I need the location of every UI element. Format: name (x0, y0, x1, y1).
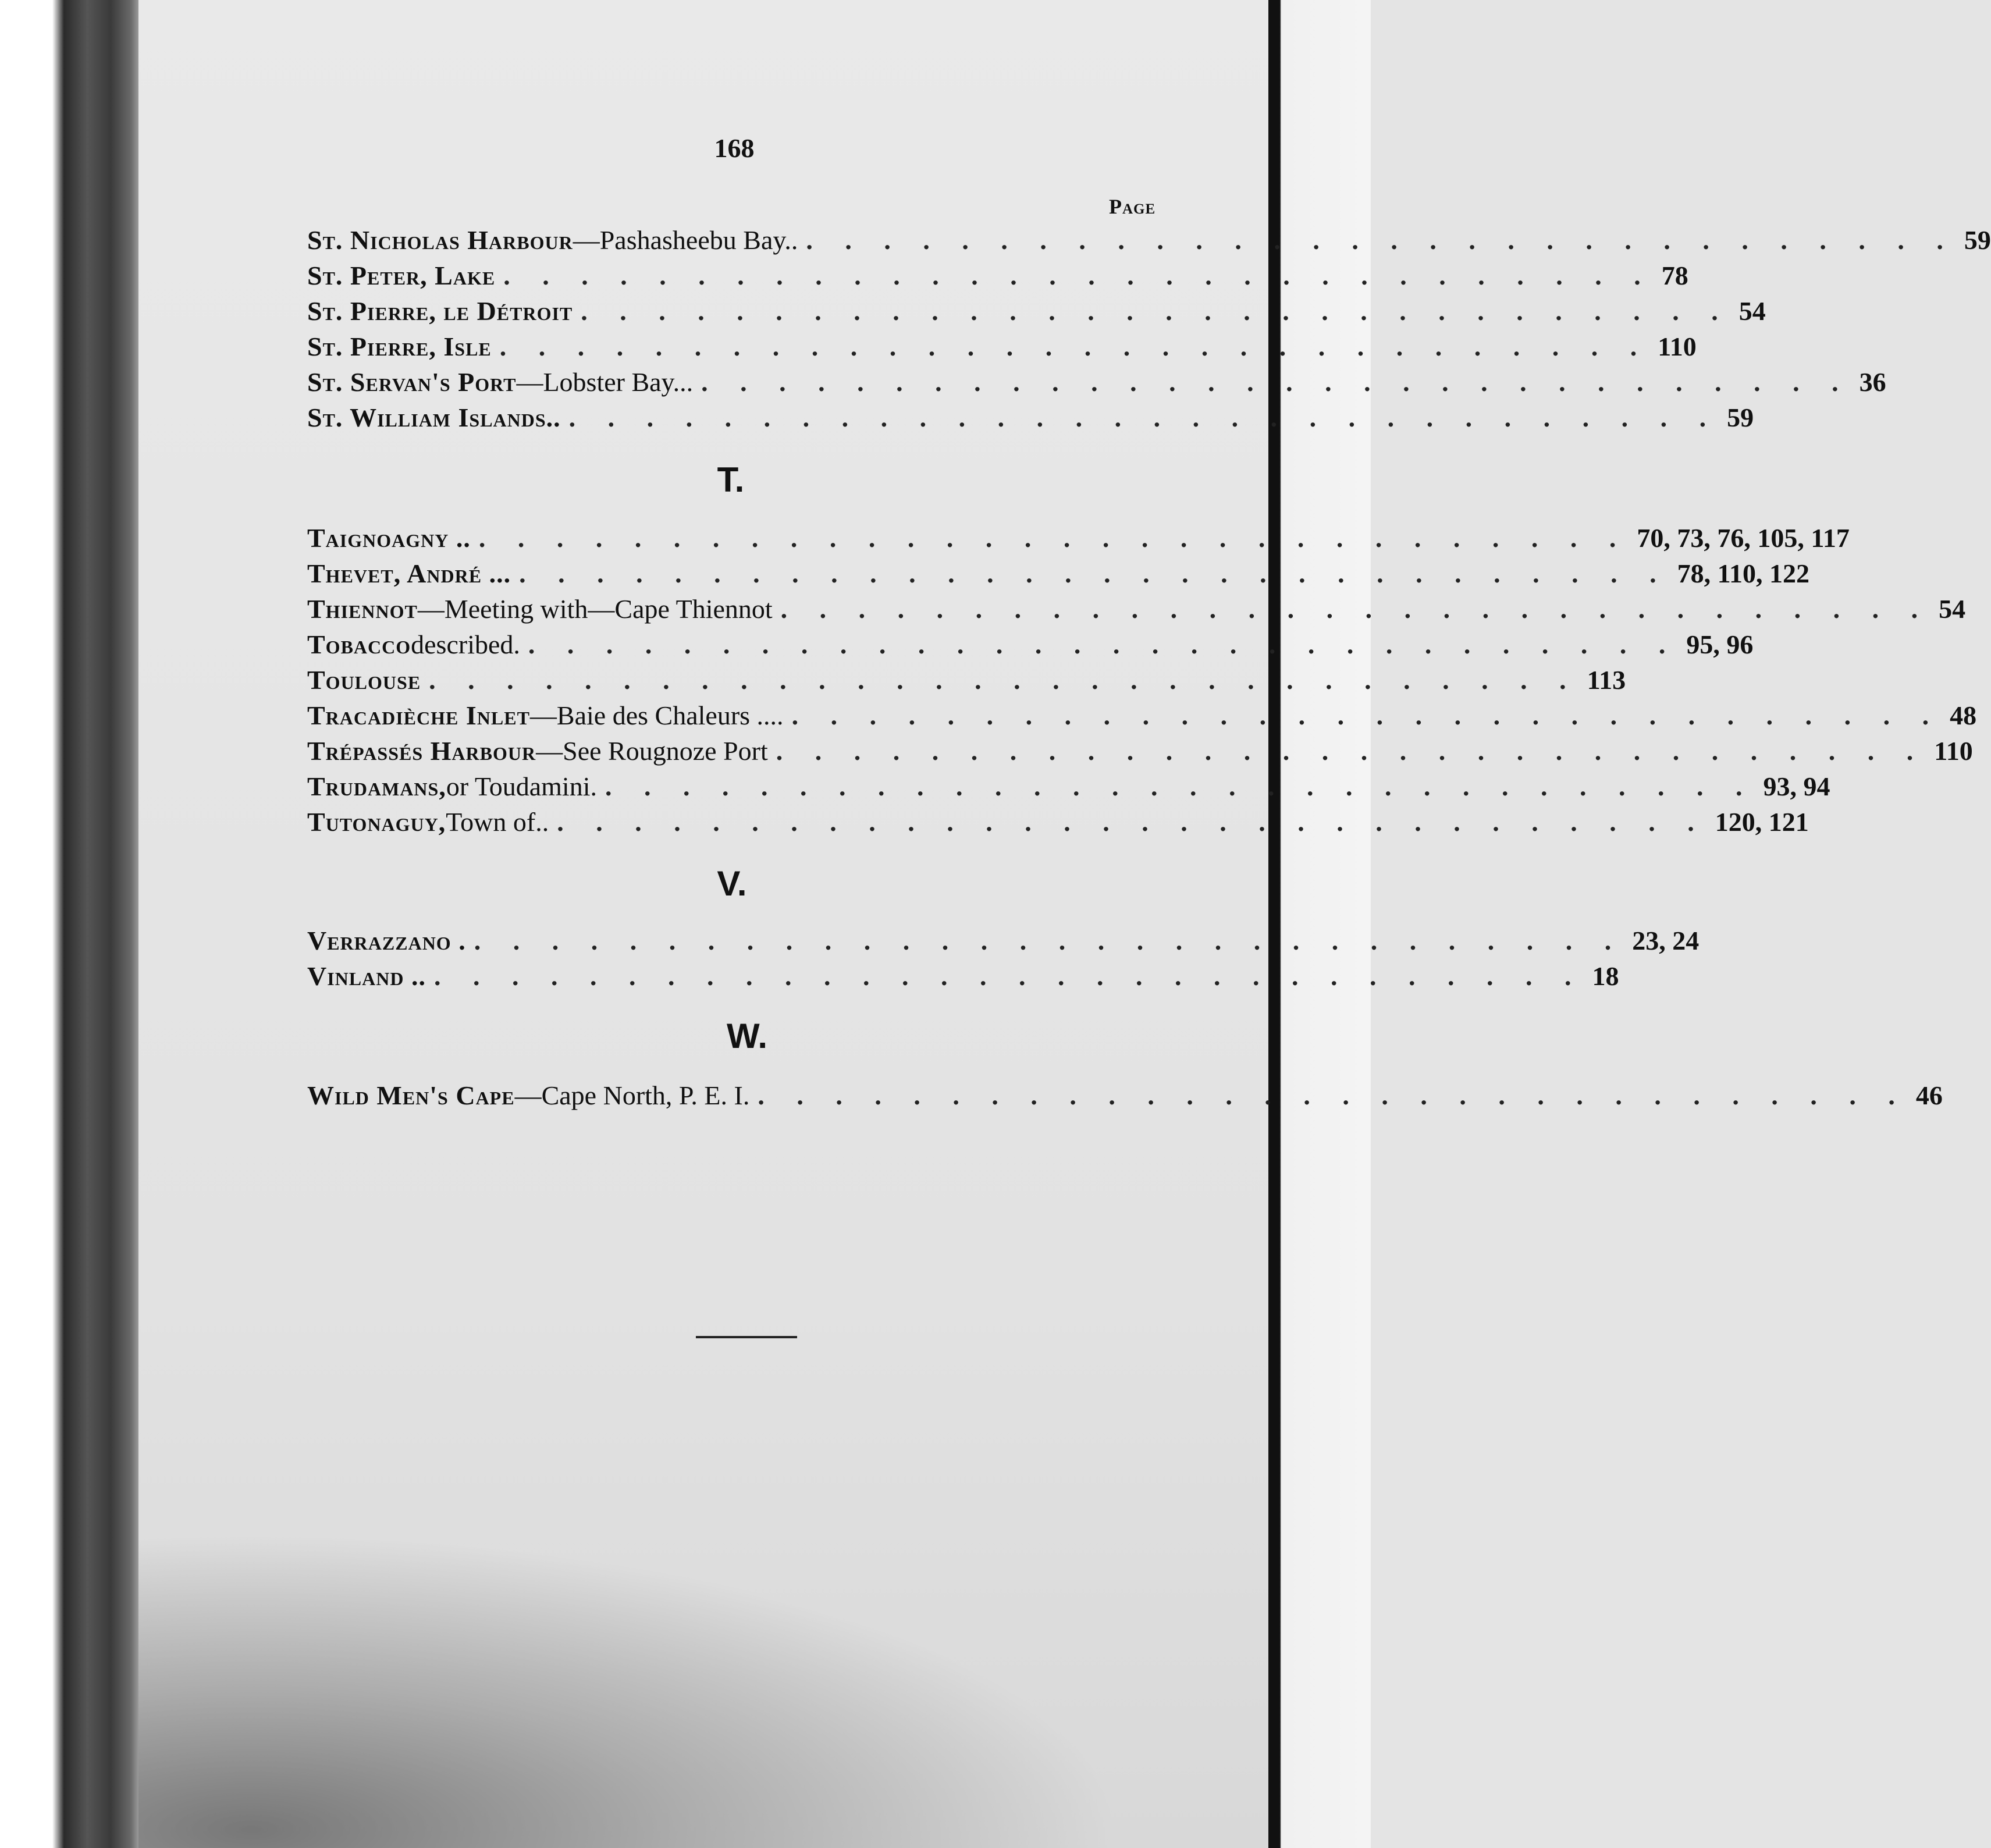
section-letter-v: V. (717, 864, 747, 903)
index-entry (307, 961, 1619, 993)
book-binding-edge (0, 0, 138, 1848)
entry-title: Trépassés Harbour (307, 736, 536, 766)
entry-description: or Toudamini. (446, 772, 597, 801)
entry-pages: 46 (1915, 1081, 1943, 1110)
entry-pages: 120, 121 (1715, 807, 1809, 837)
index-entry (307, 925, 1700, 958)
entry-description: —See Rougnoze Port (536, 736, 768, 766)
dot-leader: . . . . . . . . . . . . . . . . . . . . . . . . . . . . . . (503, 261, 1654, 290)
dot-leader: . . . . . . . . . . . . . . . . . . . . . . . . . . . . . . (519, 559, 1669, 588)
entry-description: —Baie des Chaleurs .... (529, 701, 784, 730)
entry-title: Tutonaguy, (307, 807, 446, 837)
entry-pages: 18 (1592, 961, 1619, 991)
entry-title: St. Nicholas Harbour (307, 225, 573, 255)
entry-title: Tobacco (307, 630, 411, 659)
index-entry (307, 523, 1850, 555)
entry-description: —Meeting with—Cape Thiennot (417, 594, 773, 624)
entry-pages: 54 (1939, 594, 1966, 624)
index-entry (307, 735, 1973, 768)
entry-description: —Cape North, P. E. I. (514, 1081, 750, 1110)
dot-leader: . . . . . . . . . . . . . . . . . . . . . . . . . . . . . . (557, 807, 1707, 837)
entry-pages: 93, 94 (1763, 772, 1830, 801)
entry-description: —Lobster Bay... (516, 367, 694, 397)
dot-leader: . . . . . . . . . . . . . . . . . . . . . . . . . . . . . . (499, 332, 1650, 361)
entry-title: Verrazzano . (307, 926, 466, 955)
entry-pages: 36 (1859, 367, 1886, 397)
entry-title: Trudamans, (307, 772, 446, 801)
page-column-label: Page (1109, 195, 1156, 218)
entry-pages: 54 (1738, 296, 1766, 326)
end-rule (696, 1336, 797, 1338)
dot-leader: . . . . . . . . . . . . . . . . . . . . . . . . . . . . . . (791, 701, 1942, 730)
entry-description: described. (411, 630, 520, 659)
dot-leader: . . . . . . . . . . . . . . . . . . . . . . . . . . . . . . (605, 772, 1755, 801)
index-entry (307, 1080, 1943, 1113)
section-letter-w: W. (727, 1017, 767, 1056)
entry-pages: 113 (1587, 665, 1626, 695)
dot-leader: . . . . . . . . . . . . . . . . . . . . . . . . . . . . . . (528, 630, 1679, 659)
entry-title: Taignoagny .. (307, 523, 471, 553)
entry-pages: 23, 24 (1632, 926, 1700, 955)
dot-leader: . . . . . . . . . . . . . . . . . . . . . . . . . . . . . . (474, 926, 1624, 955)
index-entry (307, 806, 1809, 839)
entry-pages: 70, 73, 76, 105, 117 (1637, 523, 1850, 553)
dot-leader: . . . . . . . . . . . . . . . . . . . . . . . . . . . . . . (776, 736, 1926, 766)
page-number: 168 (714, 133, 755, 163)
index-entry (307, 225, 1991, 257)
entry-pages: 59 (1964, 225, 1991, 255)
dot-leader: . . . . . . . . . . . . . . . . . . . . . . . . . . . . . . (568, 403, 1719, 432)
index-entry (307, 260, 1688, 293)
entry-pages: 48 (1950, 701, 1977, 730)
entry-title: Thiennot (307, 594, 418, 624)
index-entry (307, 331, 1697, 364)
entry-title: St. Peter, Lake (307, 261, 496, 290)
dot-leader: . . . . . . . . . . . . . . . . . . . . . . . . . . . . . . (429, 665, 1579, 695)
dot-leader: . . . . . . . . . . . . . . . . . . . . . . . . . . . . . . (758, 1081, 1908, 1110)
entry-title: Vinland .. (307, 961, 426, 991)
index-entry (307, 558, 1810, 591)
entry-pages: 59 (1727, 403, 1754, 432)
index-entry (307, 771, 1830, 804)
entry-description: Town of.. (446, 807, 549, 837)
entry-title: Tracadièche Inlet (307, 701, 530, 730)
section-letter-t: T. (717, 460, 745, 499)
index-entry (307, 367, 1886, 399)
dot-leader: . . . . . . . . . . . . . . . . . . . . . . . . . . . . . . (780, 594, 1931, 624)
index-entry (307, 664, 1626, 697)
entry-title: St. Pierre, Isle (307, 332, 492, 361)
dot-leader: . . . . . . . . . . . . . . . . . . . . . . . . . . . . . . (701, 367, 1851, 397)
entry-description: —Pashasheebu Bay.. (573, 225, 798, 255)
index-entry (307, 402, 1754, 435)
entry-title: Thevet, André ... (307, 559, 511, 588)
entry-title: St. Pierre, le Détroit (307, 296, 573, 326)
index-entry (307, 296, 1766, 328)
entry-pages: 78 (1661, 261, 1688, 290)
index-entry (307, 700, 1977, 733)
entry-pages: 95, 96 (1686, 630, 1754, 659)
index-entry (307, 594, 1966, 626)
dot-leader: . . . . . . . . . . . . . . . . . . . . . . . . . . . . . . (581, 296, 1731, 326)
entry-title: St. Servan's Port (307, 367, 517, 397)
entry-pages: 78, 110, 122 (1677, 559, 1810, 588)
scan-shadow (138, 1484, 1268, 1848)
entry-title: Toulouse (307, 665, 421, 695)
dot-leader: . . . . . . . . . . . . . . . . . . . . . . . . . . . . . . (478, 523, 1629, 553)
entry-pages: 110 (1658, 332, 1697, 361)
entry-pages: 110 (1934, 736, 1973, 766)
entry-title: Wild Men's Cape (307, 1081, 515, 1110)
dot-leader: . . . . . . . . . . . . . . . . . . . . . . . . . . . . . . (806, 225, 1956, 255)
index-entry (307, 629, 1754, 662)
dot-leader: . . . . . . . . . . . . . . . . . . . . . . . . . . . . . . (433, 961, 1584, 991)
entry-title: St. William Islands.. (307, 403, 561, 432)
